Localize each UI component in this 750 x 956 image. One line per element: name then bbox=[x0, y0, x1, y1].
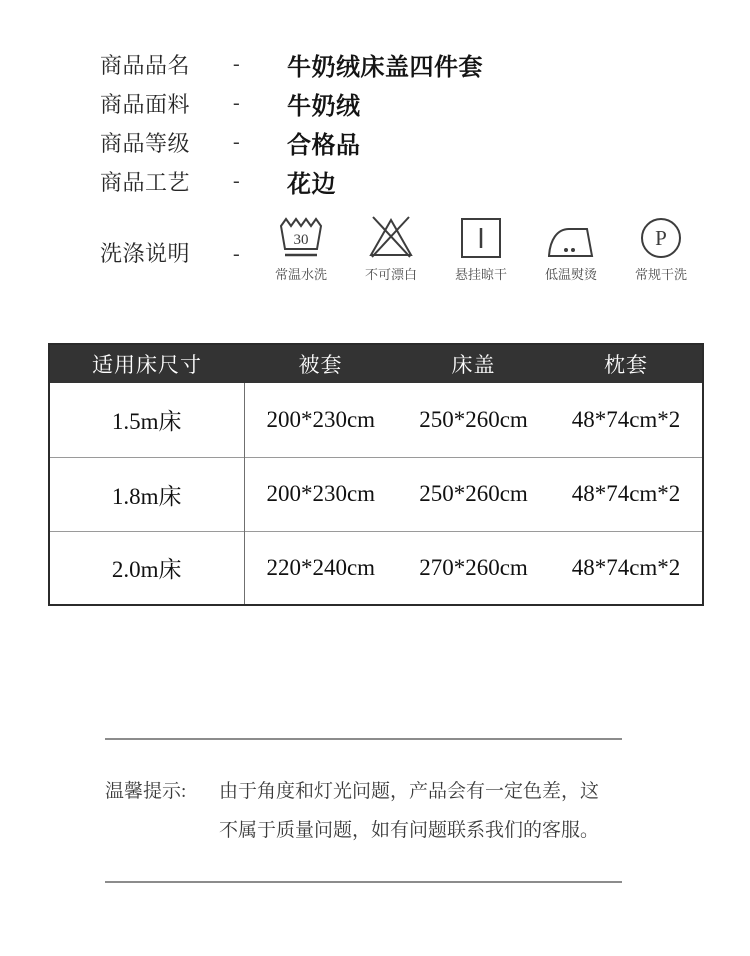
table-row bbox=[49, 531, 703, 605]
attribute-row bbox=[100, 45, 483, 84]
attribute-label: 商品面料 bbox=[100, 92, 191, 117]
tips-text-line-1: 由于角度和灯光问题，产品会有一定色差，这 bbox=[219, 781, 600, 802]
table-cell: 220*240cm bbox=[266, 554, 376, 580]
tips-text-line-2: 不属于质量问题，如有问题联系我们的客服。 bbox=[219, 820, 600, 841]
attribute-label: 商品等级 bbox=[100, 131, 191, 156]
tips-text bbox=[219, 772, 623, 850]
washing-dash: - bbox=[233, 243, 240, 265]
attribute-label: 商品品名 bbox=[100, 53, 191, 78]
wash-caption: 悬挂晾干 bbox=[454, 267, 507, 282]
attribute-value: 牛奶绒床盖四件套 bbox=[287, 54, 483, 81]
table-cell: 48*74cm*2 bbox=[571, 406, 681, 432]
wash-item bbox=[346, 211, 436, 283]
attribute-value: 花边 bbox=[287, 171, 336, 198]
tips-divider-top bbox=[105, 738, 622, 740]
washing-label: 洗涤说明 bbox=[100, 241, 191, 266]
attribute-dash: - bbox=[233, 170, 240, 192]
table-header-cell: 枕套 bbox=[550, 344, 703, 383]
table-cell: 200*230cm bbox=[266, 406, 376, 432]
table-cell: 250*260cm bbox=[419, 406, 528, 432]
table-cell: 1.5m床 bbox=[49, 383, 244, 457]
wash-caption: 常规干洗 bbox=[634, 267, 687, 282]
wash-caption: 常温水洗 bbox=[274, 267, 327, 282]
attribute-value: 牛奶绒 bbox=[287, 93, 361, 120]
table-row bbox=[49, 457, 703, 531]
attribute-row bbox=[100, 162, 483, 201]
attribute-dash: - bbox=[233, 92, 240, 114]
table-cell: 48*74cm*2 bbox=[571, 554, 681, 580]
attribute-value: 合格品 bbox=[287, 132, 361, 159]
table-cell: 200*230cm bbox=[266, 481, 376, 506]
no-bleach-icon bbox=[368, 211, 414, 259]
table-cell: 250*260cm bbox=[419, 481, 528, 506]
table-header-row bbox=[49, 344, 703, 383]
wash-item bbox=[436, 211, 526, 283]
table-cell: 270*260cm bbox=[419, 554, 528, 580]
dry-clean-p-icon bbox=[640, 211, 682, 259]
table-cell: 2.0m床 bbox=[49, 531, 244, 605]
dry-clean-letter: P bbox=[655, 226, 667, 250]
table-row bbox=[49, 383, 703, 457]
attribute-row bbox=[100, 123, 483, 162]
washing-icons bbox=[256, 211, 706, 283]
wash-item bbox=[256, 211, 346, 283]
wash-caption: 不可漂白 bbox=[364, 267, 417, 282]
attribute-row bbox=[100, 84, 483, 123]
product-attributes bbox=[100, 45, 483, 201]
tips-label: 温馨提示: bbox=[105, 781, 187, 802]
wash-caption: 低温熨烫 bbox=[544, 267, 597, 282]
wash-basin-30-icon bbox=[279, 211, 323, 259]
table-header-cell: 被套 bbox=[244, 344, 397, 383]
attribute-dash: - bbox=[233, 53, 240, 75]
wash-item bbox=[526, 211, 616, 283]
wash-temp-value: 30 bbox=[293, 232, 309, 248]
iron-low-temp-icon bbox=[547, 211, 595, 259]
tips-block bbox=[105, 772, 623, 850]
table-cell: 48*74cm*2 bbox=[571, 481, 681, 506]
washing-instructions bbox=[100, 206, 706, 302]
size-table bbox=[48, 343, 704, 606]
table-header-cell: 适用床尺寸 bbox=[49, 344, 244, 383]
attribute-dash: - bbox=[233, 131, 240, 153]
hang-dry-icon bbox=[460, 211, 502, 259]
wash-item bbox=[616, 211, 706, 283]
table-header-cell: 床盖 bbox=[397, 344, 550, 383]
tips-divider-bottom bbox=[105, 881, 622, 883]
table-cell: 1.8m床 bbox=[49, 457, 244, 531]
attribute-label: 商品工艺 bbox=[100, 170, 191, 195]
